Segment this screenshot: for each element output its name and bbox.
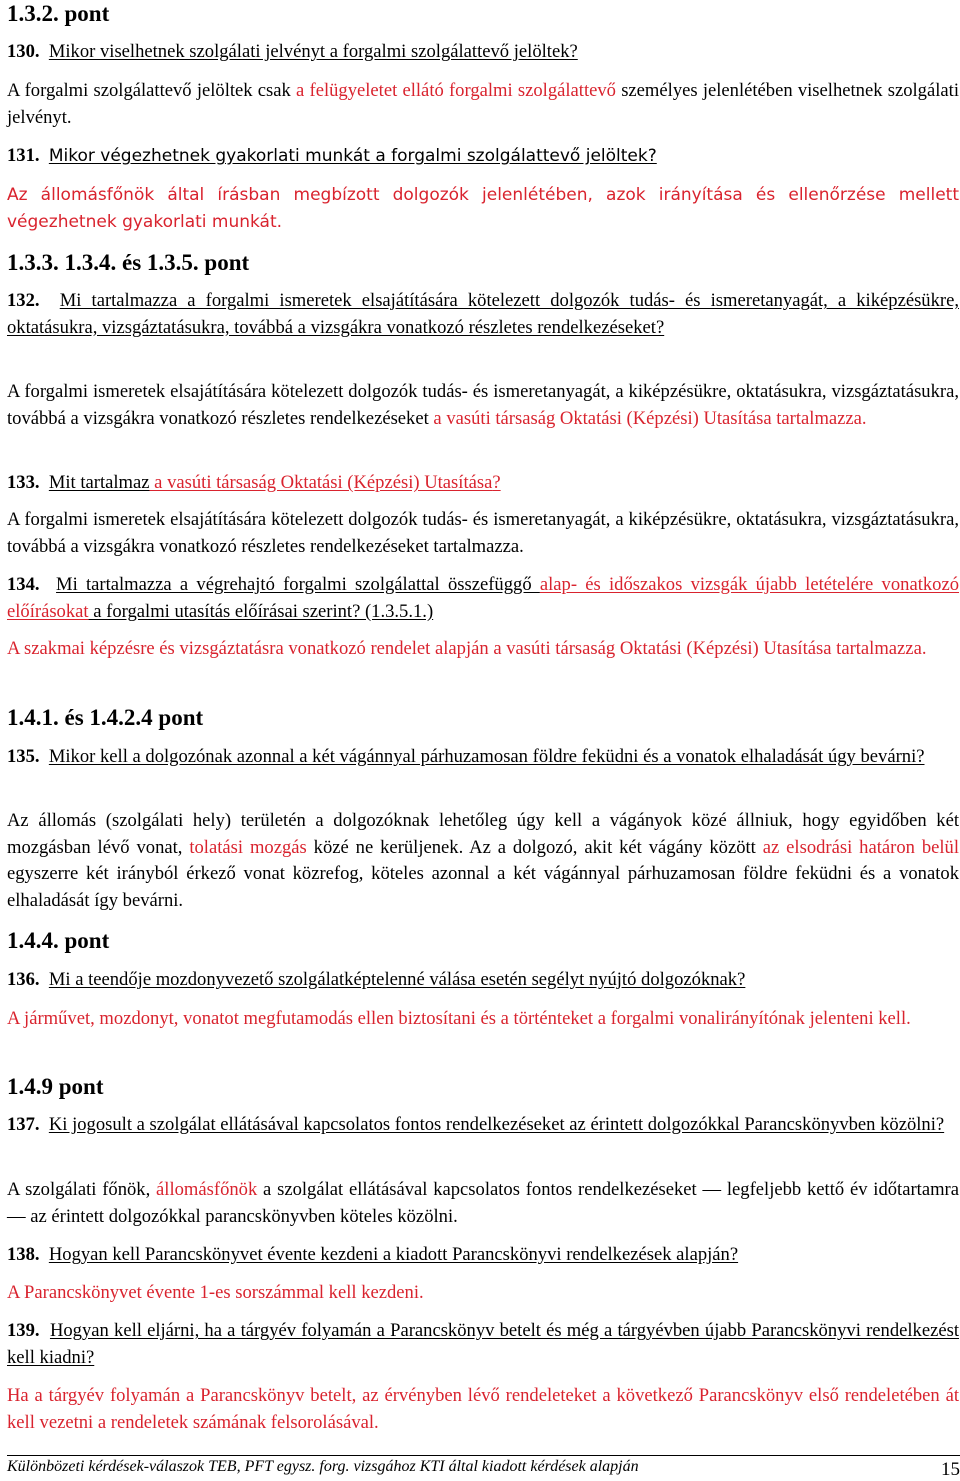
question-text: Hogyan kell Parancskönyvet évente kezdeni a kiadott Parancskönyvi rendelkezések alapján? [48, 1244, 739, 1265]
answer-138: A Parancskönyvet évente 1-es sorszámmal kell kezdeni. [7, 1282, 424, 1303]
answer-text: Az állomás (szolgálati hely) területén a dolgozóknak lehetőleg úgy kell a vágányok közé állniuk, hogy egyidőben két mozgásban lévő vonat, [7, 810, 959, 858]
answer-133: A forgalmi ismeretek elsajátítására kötelezett dolgozók tudás- és ismeretanyagát, a kiképzésükre, oktatásukra, vizsgáztatásukra, továbbá a vizsgákra vonatkozó részletes rendelkezéseket tartalmazza. [7, 509, 959, 557]
answer-137 [7, 1177, 959, 1230]
answer-134: A szakmai képzésre és vizsgáztatásra vonatkozó rendelet alapján a vasúti társaság Oktatási (Képzési) Utasítása tartalmazza. [7, 638, 927, 659]
question-135 [7, 744, 959, 771]
question-text: Mikor kell a dolgozónak azonnal a két vágánnyal párhuzamosan földre feküdni és a vonatok elhaladását úgy bevárni? [48, 746, 925, 767]
question-137 [7, 1112, 959, 1139]
question-number: 133. [7, 472, 40, 493]
question-text: Mit tartalmaz [48, 472, 150, 493]
section-heading: 1.4.1. és 1.4.2.4 pont [7, 705, 204, 730]
question-number: 139. [7, 1320, 40, 1341]
page-footer [7, 1455, 960, 1479]
section-heading: 1.4.4. pont [7, 928, 110, 953]
question-number: 132. [7, 290, 40, 311]
answer-highlight: állomásfőnök [156, 1179, 258, 1200]
question-130 [7, 39, 959, 66]
answer-highlight: tolatási mozgás [189, 836, 307, 858]
question-number: 134. [7, 574, 40, 595]
question-text: Mi tartalmazza a forgalmi ismeretek elsajátítására kötelezett dolgozók tudás- és ismeretanyagát, a kiképzésükre, oktatásukra, vizsgáztatásukra, továbbá a vizsgákra vonatkozó részletes rendelkezéseket? [7, 290, 959, 338]
question-number: 131. [7, 145, 40, 166]
answer-130 [7, 78, 959, 131]
question-134 [7, 572, 959, 625]
answer-highlight: a felügyeletet ellátó forgalmi szolgálattevő [296, 80, 616, 101]
question-131 [7, 143, 959, 170]
section-heading: 1.3.2. pont [7, 1, 110, 26]
question-text: ? [492, 472, 501, 493]
question-text: Mi tartalmazza a végrehajtó forgalmi szolgálattal összefüggő [56, 574, 540, 595]
question-number: 138. [7, 1244, 40, 1265]
question-132 [7, 288, 959, 341]
answer-highlight: az elsodrási határon belül [762, 836, 960, 858]
answer-highlight: a vasúti társaság Oktatási (Képzési) Utasítása tartalmazza. [433, 407, 867, 429]
answer-text: személyes jelenlétében viselhetnek szolgálati jelvényt. [7, 80, 959, 128]
question-text: Hogyan kell eljárni, ha a tárgyév folyamán a Parancskönyv betelt és még a tárgyévben újabb Parancskönyvi rendelkezést kell kiadni? [7, 1320, 960, 1368]
question-text: Mikor végezhetnek gyakorlati munkát a forgalmi szolgálattevő jelöltek? [48, 146, 657, 166]
answer-text: közé ne kerüljenek. Az a dolgozó, akit két vágány között [306, 836, 763, 858]
question-133 [7, 470, 959, 497]
answer-text: A forgalmi szolgálattevő jelöltek csak [7, 80, 297, 101]
answer-132 [7, 379, 959, 432]
question-text: Ki jogosult a szolgálat ellátásával kapcsolatos fontos rendelkezéseket az érintett dolgozókkal Parancskönyvben közölni? [48, 1114, 945, 1135]
question-number: 137. [7, 1114, 40, 1135]
question-text: a forgalmi utasítás előírásai szerint? (1.3.5.1.) [88, 600, 434, 622]
footer-text: Különbözeti kérdések-válaszok TEB, PFT egysz. forg. vizsgához KTI által kiadott kérdések alapján [7, 1458, 639, 1475]
answer-136: A járművet, mozdonyt, vonatot megfutamodás ellen biztosítani és a történteket a forgalmi vonalirányítónak jelenteni kell. [7, 1008, 911, 1029]
answer-text: a szolgálat ellátásával kapcsolatos fontos rendelkezéseket — legfeljebb kettő év időtartamra — az érintett dolgozókkal parancskönyvben köteles közölni. [7, 1179, 959, 1227]
question-136 [7, 967, 959, 994]
answer-text: A forgalmi ismeretek elsajátítására kötelezett dolgozók tudás- és ismeretanyagát, a kiképzésükre, oktatásukra, vizsgáztatásukra, továbbá a vizsgákra vonatkozó részletes rendelkezéseket [7, 381, 959, 429]
question-text: Mi a teendője mozdonyvezető szolgálatképtelenné válása esetén segélyt nyújtó dolgozóknak? [48, 969, 746, 990]
question-text: Mikor viselhetnek szolgálati jelvényt a forgalmi szolgálattevő jelöltek? [48, 41, 578, 62]
question-139 [7, 1318, 959, 1371]
question-138 [7, 1242, 959, 1269]
question-highlight: alap- és időszakos vizsgák újabb letételére vonatkozó előírásokat [7, 574, 960, 622]
section-heading: 1.3.3. 1.3.4. és 1.3.5. pont [7, 250, 250, 275]
question-number: 136. [7, 969, 40, 990]
answer-131: Az állomásfőnök által írásban megbízott dolgozók jelenlétében, azok irányítása és ellenőrzése mellett végezhetnek gyakorlati munkát. [7, 185, 959, 232]
answer-text: egyszerre két irányból érkező vonat közrefog, köteles azonnal a két vágánnyal párhuzamosan földre feküdni és a vonatok elhaladását így bevárni. [7, 863, 959, 911]
page-number: 15 [941, 1459, 960, 1480]
answer-135 [7, 808, 959, 914]
question-number: 135. [7, 746, 40, 767]
answer-139: Ha a tárgyév folyamán a Parancskönyv betelt, az érvényben lévő rendeleteket a következő Parancskönyv első rendeletében át kell vezetni a rendeletek számának felsorolásával. [7, 1385, 959, 1433]
section-heading: 1.4.9 pont [7, 1074, 104, 1099]
question-number: 130. [7, 41, 40, 62]
answer-text: A szolgálati főnök, [7, 1179, 157, 1200]
question-highlight: a vasúti társaság Oktatási (Képzési) Utasítása [149, 472, 493, 493]
